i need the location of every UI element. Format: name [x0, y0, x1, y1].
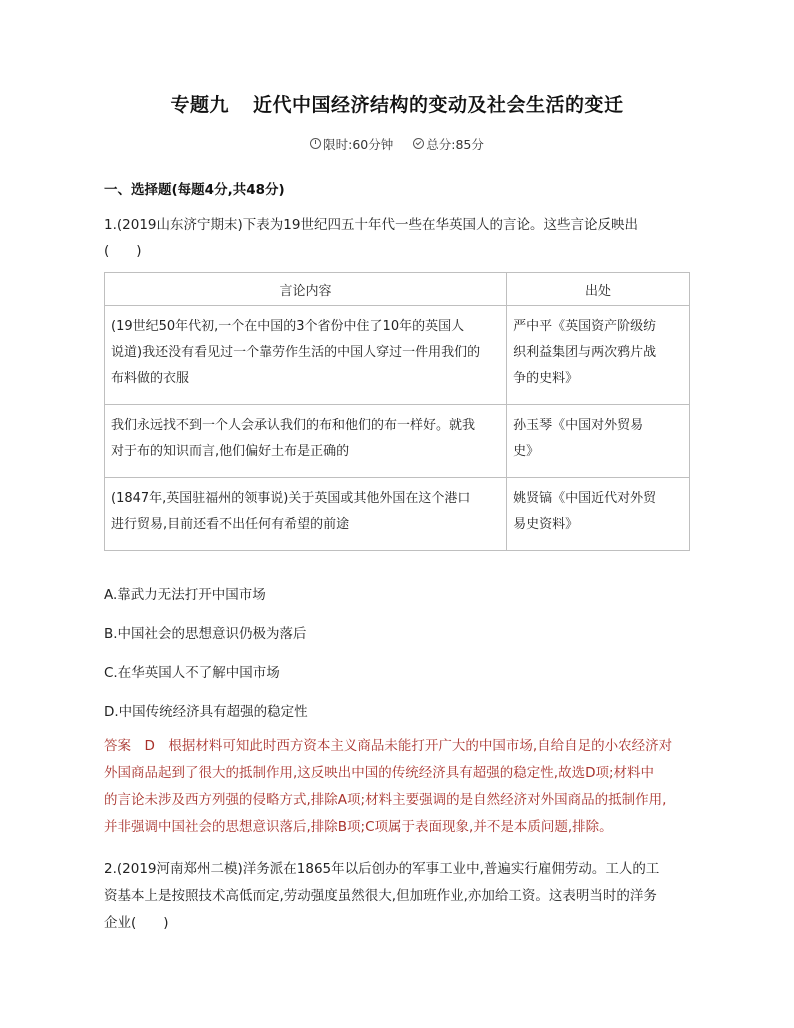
total-score: 总分:85分	[426, 137, 484, 152]
table-row	[105, 478, 690, 551]
question-1-stem-line: 1.(2019山东济宁期末)下表为19世纪四五十年代一些在华英国人的言论。这些言论反映出	[104, 217, 638, 233]
answer-line: 并非强调中国社会的思想意识落后,排除B项;C项属于表面现象,并不是本质问题,排除。	[104, 819, 613, 835]
exam-meta	[0, 135, 794, 153]
cell-line: 说道)我还没有看见过一个靠劳作生活的中国人穿过一件用我们的	[111, 345, 481, 360]
answer-line: 答案 D 根据材料可知此时西方资本主义商品未能打开广大的中国市场,自给自足的小农经济对	[104, 738, 673, 754]
cell-line: 进行贸易,目前还看不出任何有希望的前途	[111, 517, 350, 532]
table-row	[105, 405, 690, 478]
table-row	[105, 306, 690, 405]
page-title	[0, 90, 794, 117]
table-cell-source	[507, 405, 690, 478]
answer-explanation	[104, 733, 704, 841]
option-a: A.靠武力无法打开中国市场	[104, 587, 266, 603]
option-c: C.在华英国人不了解中国市场	[104, 665, 280, 681]
check-icon	[413, 138, 424, 149]
question-2-line: 2.(2019河南郑州二模)洋务派在1865年以后创办的军事工业中,普遍实行雇佣劳动。工人的工	[104, 861, 660, 877]
table-header-row	[105, 273, 690, 306]
cell-line: 孙玉琴《中国对外贸易	[513, 418, 644, 433]
cell-line: (1847年,英国驻福州的领事说)关于英国或其他外国在这个港口	[111, 491, 471, 506]
title-topic-number: 专题九	[170, 94, 229, 116]
table-cell-source	[507, 306, 690, 405]
question-2-stem	[104, 856, 704, 937]
cell-line: 我们永远找不到一个人会承认我们的布和他们的布一样好。就我	[111, 418, 476, 433]
cell-line: 对于布的知识而言,他们偏好土布是正确的	[111, 444, 350, 459]
title-topic-name: 近代中国经济结构的变动及社会生活的变迁	[253, 94, 624, 116]
time-limit: 限时:60分钟	[323, 137, 394, 152]
question-2-line: 资基本上是按照技术高低而定,劳动强度虽然很大,但加班作业,亦加给工资。这表明当时的洋务	[104, 888, 657, 904]
table-header-content: 言论内容	[105, 273, 507, 306]
cell-line: 易史资料》	[513, 517, 579, 532]
cell-line: 织利益集团与两次鸦片战	[513, 345, 657, 360]
clock-icon	[310, 138, 321, 149]
question-2-line: 企业( )	[104, 915, 169, 931]
section-heading: 一、选择题(每题4分,共48分)	[104, 182, 285, 198]
question-1-blank: ( )	[104, 243, 142, 259]
cell-line: 姚贤镐《中国近代对外贸	[513, 491, 657, 506]
option-b: B.中国社会的思想意识仍极为落后	[104, 626, 307, 642]
cell-line: (19世纪50年代初,一个在中国的3个省份中住了10年的英国人	[111, 319, 465, 334]
cell-line: 争的史料》	[513, 371, 579, 386]
question-1-stem	[104, 212, 704, 264]
cell-line: 布料做的衣服	[111, 371, 190, 386]
table-cell-content	[105, 405, 507, 478]
table-cell-source	[507, 478, 690, 551]
table-cell-content	[105, 306, 507, 405]
answer-line: 的言论未涉及西方列强的侵略方式,排除A项;材料主要强调的是自然经济对外国商品的抵制作用,	[104, 792, 667, 808]
cell-line: 严中平《英国资产阶级纺	[513, 319, 657, 334]
question-1-table	[104, 272, 690, 551]
option-d: D.中国传统经济具有超强的稳定性	[104, 704, 308, 720]
answer-line: 外国商品起到了很大的抵制作用,这反映出中国的传统经济具有超强的稳定性,故选D项;材料中	[104, 765, 655, 781]
cell-line: 史》	[513, 444, 540, 459]
table-cell-content	[105, 478, 507, 551]
table-header-source: 出处	[507, 273, 690, 306]
